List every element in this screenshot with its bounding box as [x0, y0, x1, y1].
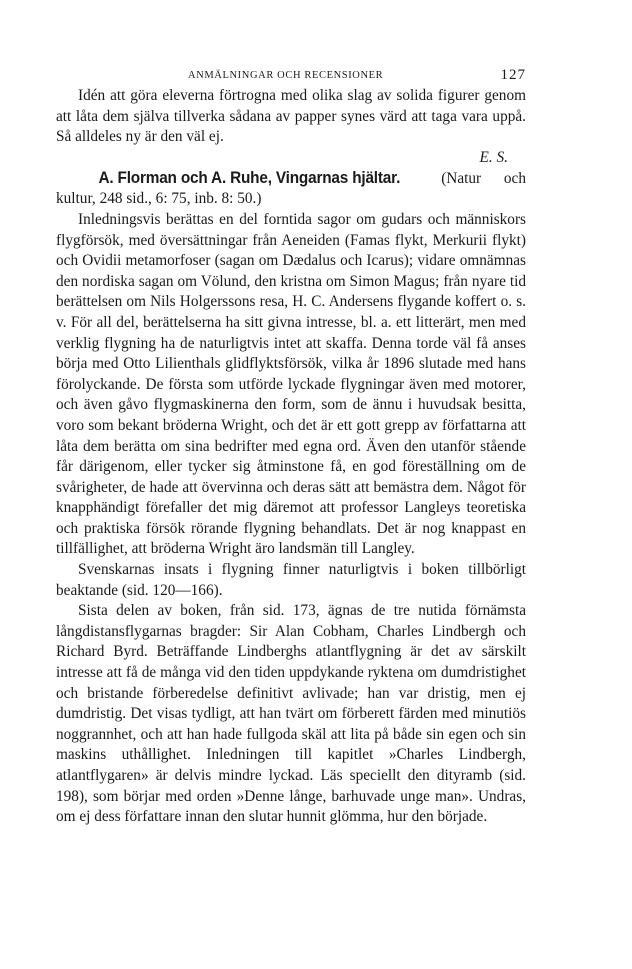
- review-paragraph: Sista delen av boken, från sid. 173, ägnas de tre nutida förnämsta långdistansflygarnas bragder: Sir Alan Cobham, Charles Lindbergh och Richard Byrd. Beträffande Lindberghs atlantflygning är det av särskilt intresse att få de många vid den tiden uppdykande ryktena om dumdristighet och bristande förberedelse definitivt avlivade; han var dristig, men ej dumdristig. Det visas tydligt, att han tvärt om förberett färden med minutiös noggrannhet, och att han hade fullgoda skäl att lita på både sin egen och sin maskins uthållighet. Inledningen till kapitlet »Charles Lindbergh, atlantflygaren» är delvis mindre lyckad. Läs speciellt den dityramb (sid. 198), som börjar med orden »Denne långe, barhuvade unge man». Undras, om ej dess författare innan den slutar hunnit glömma, hur den började.: [56, 602, 526, 826]
- review-heading: [56, 168, 526, 210]
- page-body: [56, 86, 526, 828]
- page-number: 127: [500, 67, 526, 83]
- running-header: [56, 64, 526, 86]
- review-title: A. Florman och A. Ruhe, Vingarnas hjältar.: [98, 168, 401, 187]
- publication-info: (Natur och kultur, 248 sid., 6: 75, inb. 8: 50.): [56, 169, 526, 208]
- running-title: ANMÄLNINGAR OCH RECENSIONER: [188, 70, 384, 81]
- review-paragraph: Svenskarnas insats i flygning finner naturligtvis i boken tillbörligt beaktande (sid. 120—166).: [56, 561, 526, 599]
- previous-review-closing-paragraph: Idén att göra eleverna förtrogna med olika slag av solida figurer genom att låta dem själva tillverka sådana av papper synes värd att taga vara uppå. Så alldeles ny är den väl ej.: [56, 87, 526, 146]
- book-page: [56, 64, 526, 828]
- review-paragraph: Inledningsvis berättas en del forntida sagor om gudars och människors flygförsök, med översättningar från Aeneiden (Famas flykt, Merkurii flykt) och Ovidii metamorfoser (sagan om Dædalus och Icarus); vidare omnämnas den nordiska sagan om Völund, den kristna om Simon Magus; från nyare tid berättelsen om Nils Holgerssons resa, H. C. Andersens flygande koffert o. s. v. För all del, berättelserna ha sitt givna intresse, bl. a. ett litterärt, men med verklig flygning ha de naturligtvis intet att skaffa. Denna torde väl få anses börja med Otto Lilienthals glidflyktsförsök, vilka år 1896 slutade med hans förolyckande. De första som utförde lyckade flygningar även med motorer, och även gåvo flygmaskinerna den form, som de ännu i huvudsak besitta, voro som bekant bröderna Wright, och det är ett gott grepp av författarna att låta dem berätta om sina bedrifter med egna ord. Även den utanför stående får därigenom, eller tycker sig åtminstone få, en god föreställning om de svårigheter, de hade att övervinna och deras sätt att bemästra dem. Något för knapphändigt förefaller det mig däremot att professor Langleys teoretiska och praktiska försök rörande flygning behandlats. Det är nog knappast en tillfällighet, att bröderna Wright äro landsmän till Langley.: [56, 210, 526, 558]
- reviewer-signature: E. S.: [479, 148, 508, 166]
